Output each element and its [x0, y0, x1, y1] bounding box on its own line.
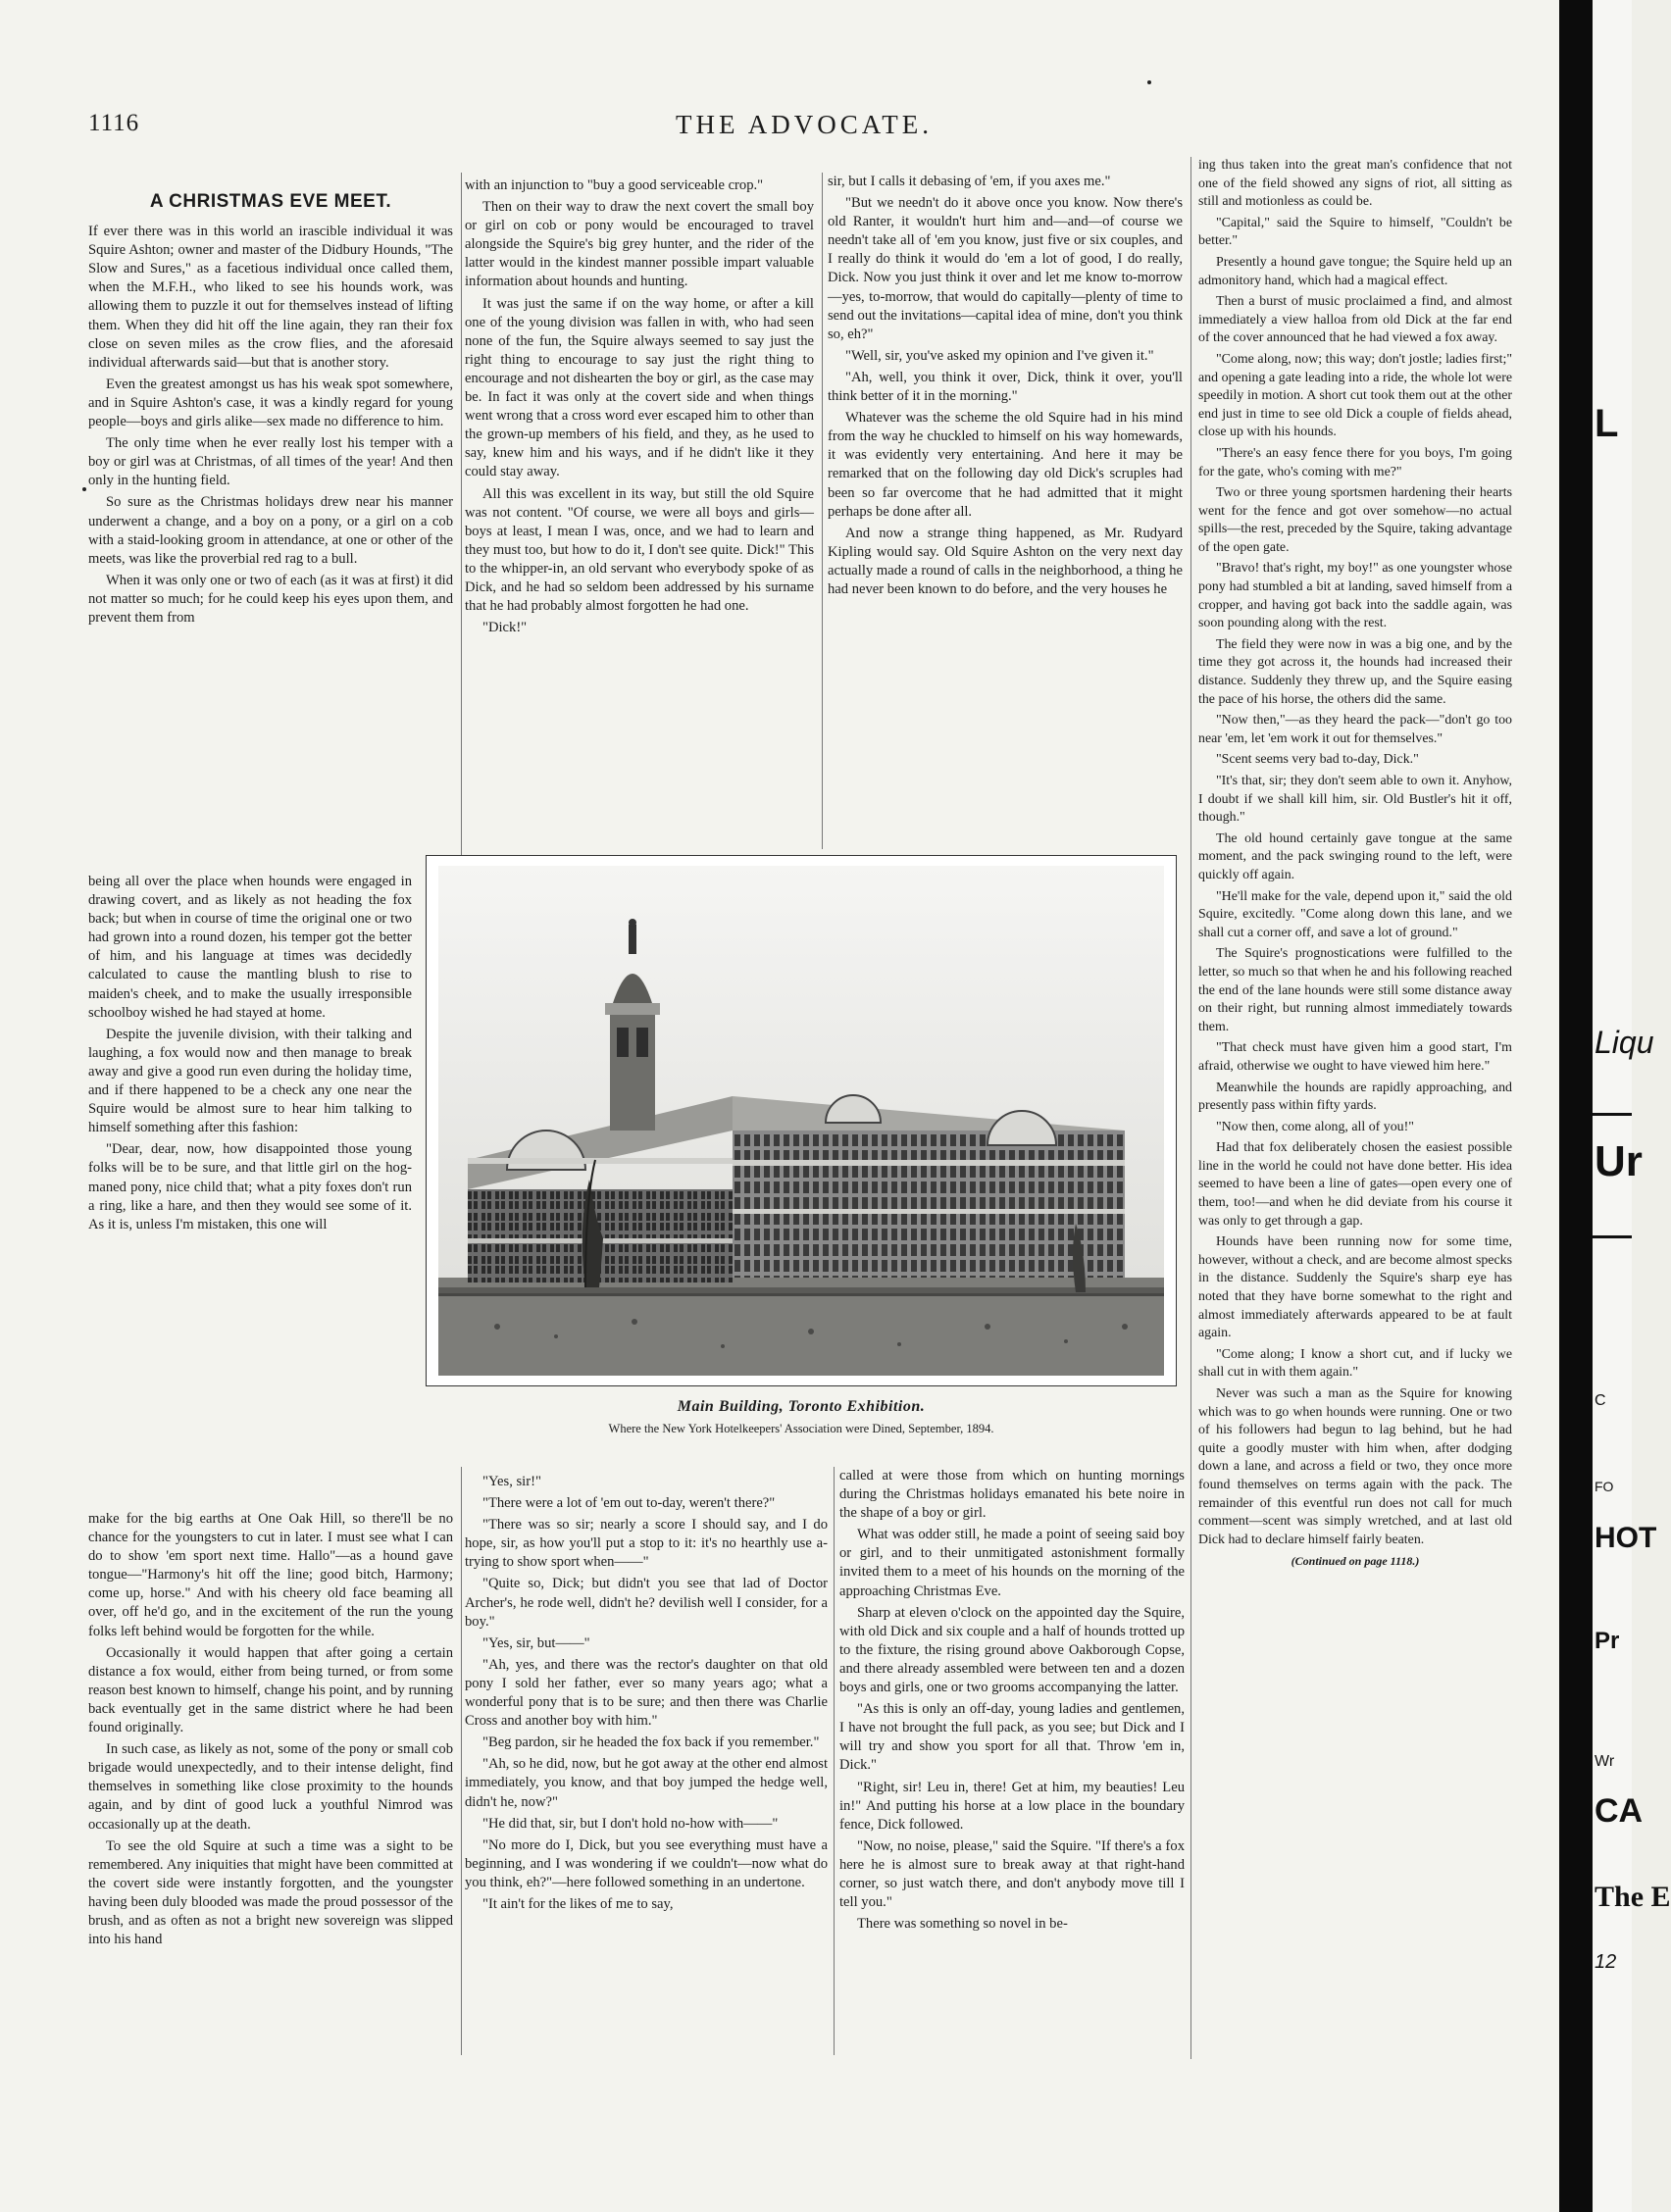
column-rule — [822, 173, 823, 849]
column-rule — [834, 1467, 835, 2055]
photo-caption — [426, 1398, 1177, 1436]
paragraph: What was odder still, he made a point of seeing said boy or girl, and to their unmitigated astonishment formally invited them to a meet of his hounds on the morning of the approaching Christmas Eve. — [839, 1527, 1185, 1599]
page-header — [88, 110, 1520, 145]
adjacent-page-fragment: Liqu — [1595, 1025, 1654, 1060]
article-column-2-top — [465, 176, 814, 847]
paragraph: Then on their way to draw the next covert the small boy or girl on cob or pony would be encouraged to travel alongside the Squire's big grey hunter, and the rider of the latter would in the kindest manner possible impart valuable information about hounds and hunting. — [465, 199, 814, 290]
paragraph: "No more do I, Dick, but you see everything must have a beginning, and I was wondering if we couldn't—now what do you think, eh?"—here followed something in an undertone. — [465, 1836, 828, 1890]
paragraph: "It ain't for the likes of me to say, — [482, 1895, 674, 1912]
adjacent-page-fragment: Ur — [1595, 1137, 1643, 1185]
paragraph: If ever there was in this world an irascible individual it was Squire Ashton; owner and master of the Didbury Hounds, "The Slow and Sures," as a facetious individual once called them, when the M.F.H., who liked to see his hounds work, was allowing them to puzzle it out for themselves instead of lifting them. When they did hit off the line again, they ran their fox close on seven miles as the crow flies, and the aforesaid individual afterwards said—but that is another story. — [88, 224, 453, 371]
page-number: 1116 — [88, 110, 140, 136]
paragraph: make for the big earths at One Oak Hill, so there'll be no chance for the youngsters to cut in later. I must see what I can do to show 'em sport next time. Hallo"—as a hound gave tongue—"Harmony's hit off the line; good bitch, Harmony; come up, horse." And with his cheery old face beaming all over, off he'd go, and in the excitement of the run the young folks left behind would be forgotten for the while. — [88, 1511, 453, 1639]
page-gutter — [1559, 0, 1593, 2212]
paragraph: Never was such a man as the Squire for knowing which was to go when hounds were running. One or two of his followers had begun to lag behind, but he had quite a goodly muster with him when, after dodging down a lane, and across a field or two, they once more found themselves on terms again with the pack. The remainder of this eventful run does not call for much comment—scent was simply wretched, and at last old Dick had to declare himself fairly beaten. — [1198, 1386, 1512, 1547]
adjacent-page-fragment: HOT — [1595, 1522, 1657, 1554]
caption-title: Main Building, Toronto Exhibition. — [677, 1398, 926, 1415]
article-column-1-top — [88, 192, 453, 869]
paragraph: "It's that, sir; they don't seem able to own it. Anyhow, I doubt if we shall kill him, sir. Old Bustler's hit it off, though." — [1198, 774, 1512, 826]
paragraph: And now a strange thing happened, as Mr. Rudyard Kipling would say. Old Squire Ashton on the very next day actually made a round of calls in the neighborhood, a thing he had never been known to do before, and the very houses he — [828, 525, 1183, 597]
paragraph: called at were those from which on hunting mornings during the Christmas holidays emanated his bete noire in the shape of a boy or girl. — [839, 1468, 1185, 1522]
adjacent-page-fragment: CA — [1595, 1792, 1644, 1830]
adjacent-page-edge — [1593, 0, 1671, 2212]
article-column-2-bottom — [465, 1473, 828, 2061]
paragraph: "Scent seems very bad to-day, Dick." — [1216, 752, 1419, 768]
paragraph: "Now, no noise, please," said the Squire. "If there's a fox here he is almost sure to break away at that right-hand corner, so just watch there, and don't anybody move till I tell you." — [839, 1837, 1185, 1911]
paragraph: Two or three young sportsmen hardening their hearts went for the fence and got over somehow—no actual spills—the rest, preceded by the Squire, taking advantage of the open gate. — [1198, 485, 1512, 555]
paragraph: "There were a lot of 'em out to-day, weren't there?" — [482, 1495, 776, 1512]
paragraph: "There's an easy fence there for you boys, I'm going for the gate, who's coming with me?" — [1198, 445, 1512, 479]
adjacent-page-rule — [1593, 1113, 1632, 1116]
paragraph: "Dear, dear, now, how disappointed those young folks will be to be sure, and that little girl on the hog-maned pony, nice child that; what a pity foxes don't run a ring, like a hare, and then they would see some of it. As it is, unless I'm mistaken, this one will — [88, 1141, 412, 1232]
toronto-exhibition-building-illustration — [438, 866, 1164, 1376]
continued-note: (Continued on page 1118.) — [1291, 1554, 1420, 1569]
article-column-1-narrow — [88, 873, 412, 1508]
paragraph: When it was only one or two of each (as it was at first) it did not matter so much; for he could keep his eyes upon them, and prevent them from — [88, 572, 453, 626]
paragraph: "Ah, so he did, now, but he got away at the other end almost immediately, you know, and that boy jumped the hedge well, didn't he, now?" — [465, 1756, 828, 1810]
adjacent-page-fragment: Wr — [1595, 1753, 1615, 1770]
adjacent-page-fragment: The E — [1595, 1881, 1671, 1913]
paragraph: "There was so sir; nearly a score I should say, and I do hope, sir, as how you'll put a stop to it: it's no hearthly use a-trying to show sport when——" — [465, 1517, 828, 1571]
paragraph: sir, but I calls it debasing of 'em, if you axes me." — [828, 174, 1111, 189]
paragraph: Then a burst of music proclaimed a find, and almost immediately a view halloa from old Dick at the far end of the cover announced that he had viewed a fox away. — [1198, 294, 1512, 346]
paragraph: "That check must have given him a good start, I'm afraid, otherwise we ought to have viewed him here." — [1198, 1040, 1512, 1074]
paragraph: "Yes, sir, but——" — [482, 1634, 590, 1651]
adjacent-page-rule — [1593, 1235, 1632, 1238]
masthead: THE ADVOCATE. — [676, 110, 933, 139]
paragraph: "As this is only an off-day, young ladies and gentlemen, I have not brought the full pack, as you see; but Dick and I will try and show you sport for all that. Throw 'em in, Dick." — [839, 1701, 1185, 1774]
adjacent-page-fragment: Pr — [1595, 1628, 1620, 1654]
paragraph: Sharp at eleven o'clock on the appointed day the Squire, with old Dick and six couple and a half of hounds trotted up to the fixture, the rising ground above Oakborough Copse, and there already assembled were between ten and a dozen boys and girls, one or two grooms accompanying the latter. — [839, 1604, 1185, 1696]
paragraph: "Come along; I know a short cut, and if lucky we shall cut in with them again." — [1198, 1346, 1512, 1381]
print-speck — [82, 487, 86, 491]
column-rule — [461, 173, 462, 859]
paragraph: Hounds have been running now for some time, however, without a check, and are become almost specks in the distance. Suddenly the Squire's sharp eye has noted that they have borne somewhat to the right and almost immediately afterwards appeared to be at fault again. — [1198, 1234, 1512, 1341]
paragraph: "Beg pardon, sir he headed the fox back if you remember." — [482, 1734, 820, 1751]
article-column-3-top — [828, 173, 1183, 847]
article-title: A CHRISTMAS EVE MEET. — [149, 191, 392, 212]
paragraph: Presently a hound gave tongue; the Squire held up an admonitory hand, which had a magical effect. — [1198, 254, 1512, 288]
adjacent-page-fragment: L — [1595, 402, 1619, 445]
adjacent-page-fragment: FO — [1595, 1479, 1614, 1494]
paragraph: The only time when he ever really lost his temper with a boy or girl was at Christmas, of all times of the year! And then only in the hunting field. — [88, 435, 453, 489]
paragraph: "Well, sir, you've asked my opinion and I've given it." — [845, 347, 1154, 364]
paragraph: Even the greatest amongst us has his weak spot somewhere, and in Squire Ashton's case, it was a kindly regard for young people—boys and girls alike—sex made no difference to him. — [88, 376, 453, 430]
paragraph: "Dick!" — [482, 620, 528, 636]
paragraph: Despite the juvenile division, with their talking and laughing, a fox would now and then manage to break away and give a good run even during the holiday time, and if there happened to be a check any one near the Squire would be almost sure to hear him talking to himself something after this fashion: — [88, 1026, 412, 1136]
paragraph: Had that fox deliberately chosen the easiest possible line in the world he could not have done better. His idea seemed to have been a line of gates—open every one of them, too!—and when he did deviate from his course it was only to get through a gap. — [1198, 1140, 1512, 1229]
paragraph: Meanwhile the hounds are rapidly approaching, and presently pass within fifty yards. — [1198, 1080, 1512, 1114]
paragraph: Whatever was the scheme the old Squire had in his mind from the way he chuckled to himself on his way homewards, it was evidently very entertaining. And here it may be remarked that on the following day old Dick's scruples had been so far overcome that he had admitted that it might perhaps be done after all. — [828, 410, 1183, 520]
paragraph: It was just the same if on the way home, or after a kill one of the young division was fallen in with, who had seen none of the fun, the Squire always seemed to say just the right thing to encourage to say just the right thing to encourage and not dishearten the boy or girl, as the case may be. In fact it was only at the covert side and when things went wrong that a cross word ever escaped him to other than the grown-up members of his field, and they, as he used to say, knew him and his ways, and if he didn't like it they could stay away. — [465, 295, 814, 480]
paragraph: To see the old Squire at such a time was a sight to be remembered. Any iniquities that might have been committed at the covert side were instantly forgotten, and the youngster having been duly blooded was made the proud possessor of the brush, and as often as not a bright new sovereign was slipped into his hand — [88, 1837, 453, 1948]
adjacent-page-fragment: C — [1595, 1392, 1606, 1409]
paragraph: "Capital," said the Squire to himself, "Couldn't be better." — [1198, 215, 1512, 249]
paragraph: being all over the place when hounds were engaged in drawing covert, and as likely as not heading the fox back; but when in course of time the original one or two had grown into a round dozen, his temper got the better of him, and his language at times was decidedly calculated to cause the mantling blush to rise to maiden's cheek, and to make the usually irresponsible schoolboy wished he had stayed at home. — [88, 874, 412, 1021]
paragraph: The Squire's prognostications were fulfilled to the letter, so much so that when he and his following reached the end of the lane hounds were still some distance away on their right, but running almost immediately towards them. — [1198, 946, 1512, 1034]
paragraph: "Bravo! that's right, my boy!" as one youngster whose pony had stumbled a bit at landing, saved himself from a cropper, and having got back into the saddle again, was soon pounding along with the rest. — [1198, 561, 1512, 631]
paragraph: The old hound certainly gave tongue at the same moment, and the pack swinging round to the left, were quickly off again. — [1198, 830, 1512, 882]
adjacent-page-fragment: 12 — [1595, 1951, 1617, 1973]
paragraph: Occasionally it would happen that after going a certain distance a fox would, either from being turned, or from some reason best known to himself, change his point, and by running back eventually get in the same district where he had been found originally. — [88, 1644, 453, 1736]
article-column-1-bottom — [88, 1510, 453, 2059]
paragraph: with an injunction to "buy a good serviceable crop." — [465, 177, 764, 193]
paragraph: ing thus taken into the great man's confidence that not one of the field showed any signs of riot, all sitting as still and motionless as could be. — [1198, 158, 1512, 210]
paragraph: In such case, as likely as not, some of the pony or small cob brigade would unexpectedly, and to their intense delight, find themselves in something like close proximity to the hounds again, and by dint of good luck a youthful Nimrod was occasionally up at the death. — [88, 1741, 453, 1833]
paragraph: "Ah, yes, and there was the rector's daughter on that old pony I sold her father, ever so many years ago; what a wonderful pony that is to be sure; and then there was Charlie Cross and another boy with him." — [465, 1656, 828, 1730]
column-rule — [1190, 157, 1191, 2059]
paragraph: There was something so novel in be- — [857, 1916, 1068, 1933]
paragraph: "He'll make for the vale, depend upon it," said the old Squire, excitedly. "Come along down this lane, and we shall cut a corner off, and save a lot of ground." — [1198, 888, 1512, 940]
paragraph: "Come along, now; this way; don't jostle; ladies first;" and opening a gate leading into a ride, the whole lot were speedily in motion. A short cut took them out at the other end just in time to see old Dick a couple of fields ahead, close up with his hounds. — [1198, 351, 1512, 440]
paragraph: "He did that, sir, but I don't hold no-how with——" — [482, 1815, 779, 1832]
paragraph: "Right, sir! Leu in, there! Get at him, my beauties! Leu in!" And putting his horse at a low place in the boundary fence, Dick followed. — [839, 1779, 1185, 1833]
column-rule — [461, 1467, 462, 2055]
paragraph: So sure as the Christmas holidays drew near his manner underwent a change, and a boy on a pony, or a girl on a cob with a staid-looking groom in attendance, at one or other of the meets, was like the proverbial red rag to a bull. — [88, 494, 453, 567]
paragraph: "Now then, come along, all of you!" — [1216, 1119, 1414, 1134]
paragraph: "But we needn't do it above once you know. Now there's old Ranter, it wouldn't hurt him and—and—of course we needn't take all of 'em you know, just five or six couples, and I really do think it would do 'em a lot of good, I do really, Dick. Now you just think it over and let me know to-morrow—yes, to-morrow, that would do capitally—plenty of time to send out the invitations—capital idea of mine, don't you think so, eh?" — [828, 195, 1183, 342]
article-column-3-bottom — [839, 1467, 1185, 2059]
exhibition-building-photo — [426, 855, 1177, 1386]
paragraph: "Quite so, Dick; but didn't you see that lad of Doctor Archer's, he rode well, didn't he? devilish well I consider, for a boy." — [465, 1576, 828, 1630]
article-column-4 — [1198, 157, 1512, 2067]
paragraph: "Yes, sir!" — [482, 1474, 541, 1489]
print-speck — [1147, 80, 1151, 84]
paragraph: "Ah, well, you think it over, Dick, think it over, you'll think better of it in the morning." — [828, 369, 1183, 405]
paragraph: "Now then,"—as they heard the pack—"don't go too near 'em, let 'em work it out for themselves." — [1198, 713, 1512, 746]
caption-subtitle: Where the New York Hotelkeepers' Association were Dined, September, 1894. — [608, 1422, 994, 1435]
paragraph: All this was excellent in its way, but still the old Squire was not content. "Of course, we were all boys and girls—boys at least, I mean I was, once, and we had to learn and they must too, but how to do it, I don't see quite. Dick!" This to the whipper-in, an old servant who everybody spoke of as Dick, and he had so seldom been addressed by his surname that he had probably almost forgotten he had one. — [465, 485, 814, 615]
paragraph: The field they were now in was a big one, and by the time they got across it, the hounds had increased their distance. Suddenly they threw up, and the Squire easing the pace of his horse, the others did the same. — [1198, 636, 1512, 707]
